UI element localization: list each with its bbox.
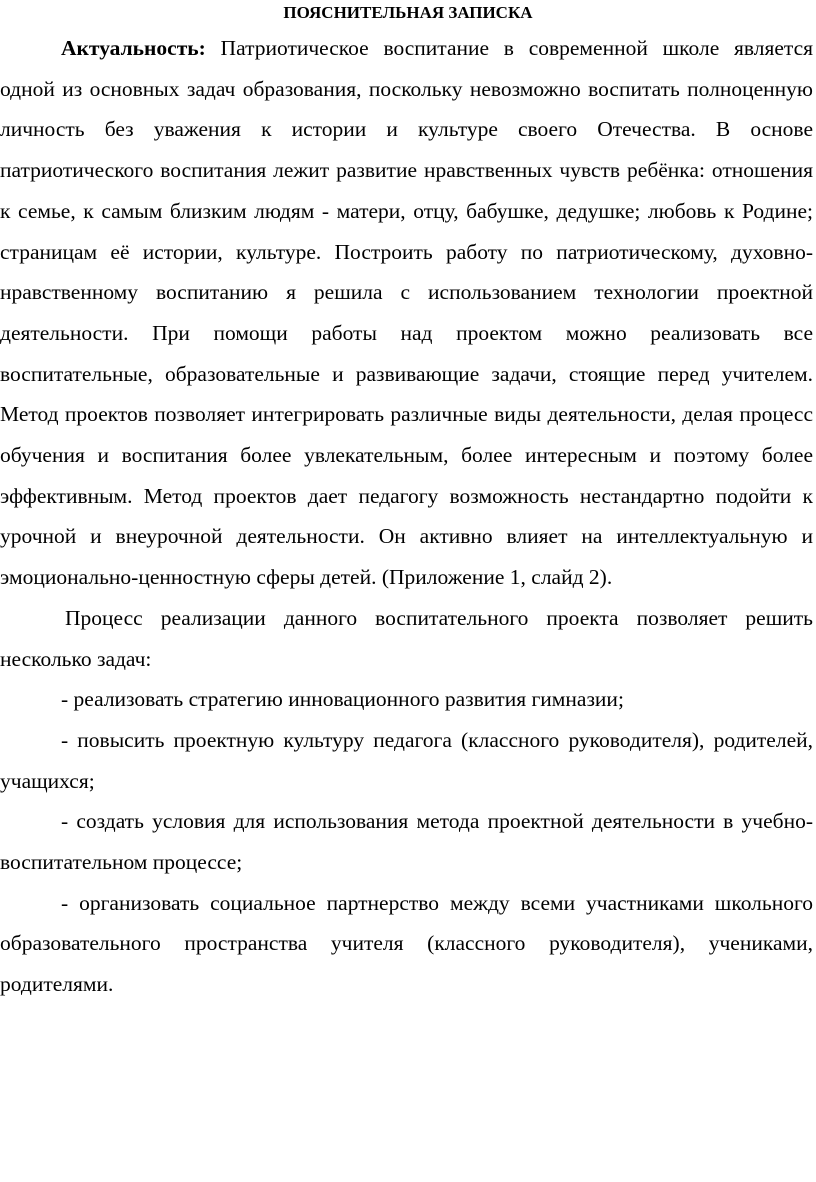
relevance-text: Патриотическое воспитание в современной школе является одной из основных задач образования, поскольку невозможно воспитать полноценную личность без уважения к истории и культуре своего Отечества. В основе патриотического воспитания лежит развитие нравственных чувств ребёнка: отношения к семье, к самым близким людям - матери, отцу, бабушке, дедушке; любовь к Родине; страницам её истории, культуре. Построить работу по патриотическому, духовно-нравственному воспитанию я решила с использованием технологии проектной деятельности. При помощи работы над проектом можно реализовать все воспитательные, образовательные и развивающие задачи, стоящие перед учителем. Метод проектов позволяет интегрировать различные виды деятельности, делая процесс обучения и воспитания более увлекательным, более интересным и поэтому более эффективным. Метод проектов дает педагогу возможность нестандартно подойти к урочной и внеурочной деятельности. Он активно влияет на интеллектуальную и эмоционально-ценностную сферы детей. (Приложение 1, слайд 2). <box>0 36 813 590</box>
task-item: - организовать социальное партнерство между всеми участниками школьного образовательного пространства учителя (классного руководителя), учениками, родителями. <box>0 890 813 997</box>
task-item: - реализовать стратегию инновационного развития гимназии; <box>61 687 624 712</box>
document-body <box>0 28 813 1005</box>
tasks-intro-paragraph: Процесс реализации данного воспитательного проекта позволяет решить несколько задач: <box>0 605 813 671</box>
task-item: - повысить проектную культуру педагога (классного руководителя), родителей, учащихся; <box>0 727 813 793</box>
relevance-label: Актуальность: <box>61 36 206 60</box>
relevance-paragraph <box>0 28 813 598</box>
document-title: ПОЯСНИТЕЛЬНАЯ ЗАПИСКА <box>283 3 533 22</box>
task-item: - создать условия для использования метода проектной деятельности в учебно-воспитательном процессе; <box>0 809 813 875</box>
